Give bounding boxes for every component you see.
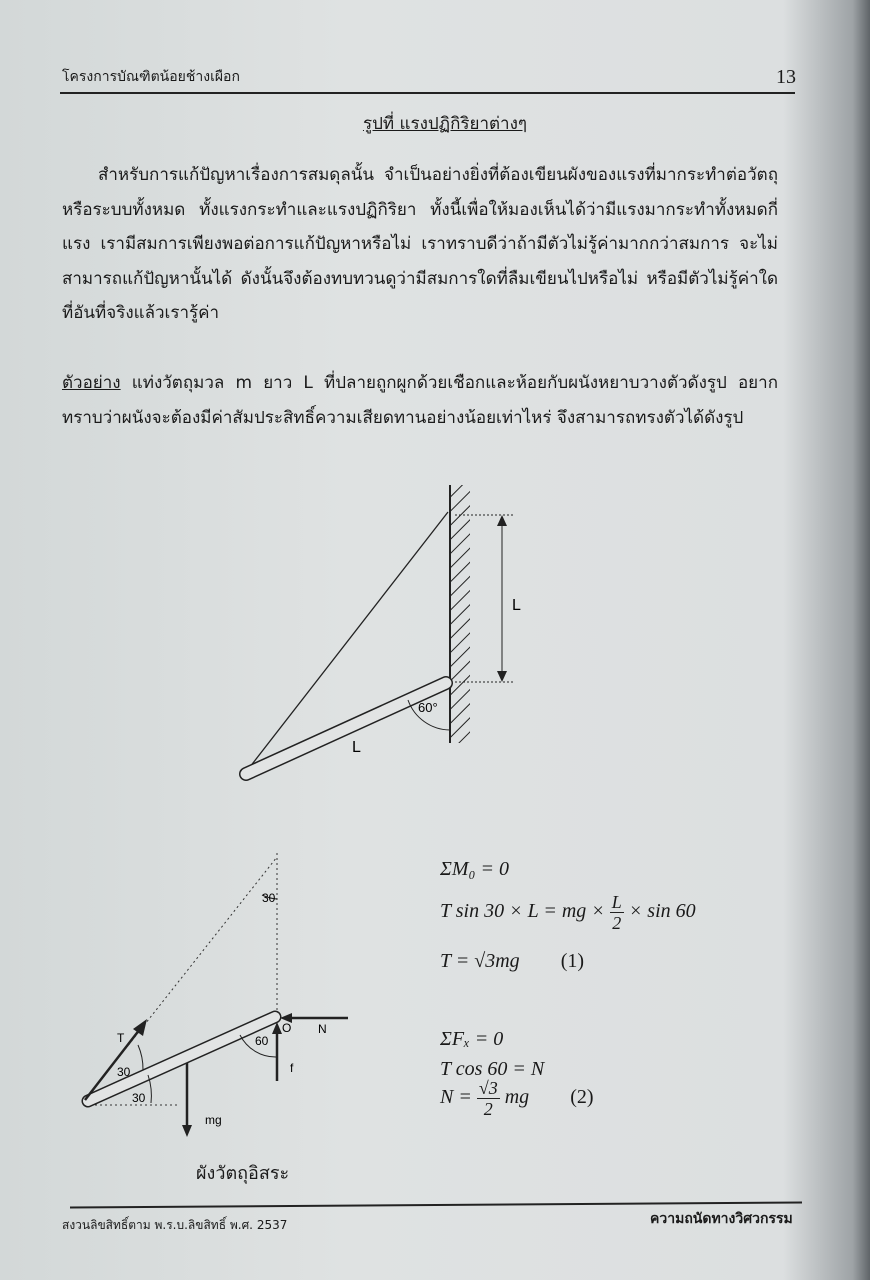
numerator: L: [611, 892, 622, 912]
denominator: 2: [612, 913, 622, 933]
angle-60-label: 60: [255, 1034, 269, 1048]
angle-label: 60°: [418, 700, 438, 715]
friction-label: f: [290, 1061, 294, 1075]
figure-title: รูปที่ แรงปฏิกิริยาต่างๆ: [362, 114, 528, 134]
eq3: T = √3mg: [440, 950, 520, 972]
example-label: ตัวอย่าง: [62, 373, 121, 393]
header-title: โครงการบัณฑิตน้อยช้างเผือก: [62, 69, 240, 85]
example-text: แท่งวัตถุมวล m ยาว L ที่ปลายถูกผูกด้วยเชือกและห้อยกับผนังหยาบวางตัวดังรูป อยากทราบว่าผนังจะต้องมีค่าสัมประสิทธิ์ความเสียดทานอย่างน้อยเท่าไหร่ จึงสามารถทรงตัวได้ดังรูป: [62, 373, 778, 428]
fraction-l-over-2: [610, 892, 624, 933]
equation-cos: T cos 60 = N: [440, 1058, 545, 1080]
weight-label: mg: [205, 1113, 222, 1127]
equation-moment: ΣM₀ = 0: [440, 858, 509, 880]
rod-label: L: [352, 739, 361, 756]
angle-top-label: 30: [262, 891, 276, 905]
equation-normal: [440, 1078, 594, 1119]
eq6-number: (2): [570, 1086, 594, 1109]
weight-arrowhead: [182, 1125, 192, 1137]
eq3-number: (1): [560, 950, 585, 972]
normal-label: N: [318, 1022, 327, 1036]
diagram-rod-on-wall: [0, 480, 870, 790]
free-body-diagram: [0, 845, 430, 1145]
eq6-left: N =: [440, 1086, 472, 1109]
footer-copyright: สงวนลิขสิทธิ์ตาม พ.ร.บ.ลิขสิทธิ์ พ.ศ. 2537: [62, 1218, 288, 1232]
wall-hatch: [450, 485, 470, 743]
length-label: L: [512, 597, 521, 614]
rod: [246, 683, 446, 774]
equation-moment-expanded: [440, 892, 696, 933]
intro-paragraph: [62, 158, 778, 331]
eq6-right: mg: [504, 1086, 530, 1109]
fraction-sqrt3-over-2: [477, 1078, 500, 1119]
denominator: 2: [483, 1099, 493, 1119]
footer-subject: ความถนัดทางวิศวกรรม: [650, 1211, 793, 1227]
paragraph-text: สำหรับการแก้ปัญหาเรื่องการสมดุลนั้น จำเป็นอย่างยิ่งที่ต้องเขียนผังของแรงที่มากระทำต่อวัตถุหรือระบบทั้งหมด ทั้งแรงกระทำและแรงปฏิกิริยา ทั้งนี้เพื่อให้มองเห็นได้ว่ามีแรงมากระทำทั้งหมดกี่แรง เรามีสมการเพียงพอต่อการแก้ปัญหาหรือไม่ เราทราบดีว่าถ้ามีตัวไม่รู้ค่ามากกว่าสมการ จะไม่สามารถแก้ปัญหานั้นได้ ดังนั้นจึงต้องทบทวนดูว่ามีสมการใดที่ลืมเขียนไปหรือไม่ หรือมีตัวไม่รู้ค่าใดที่อันที่จริงแล้วเรารู้ค่า: [62, 165, 778, 323]
angle-rope-label: 30: [117, 1065, 131, 1079]
header-rule: [60, 92, 795, 94]
tension-label: T: [117, 1031, 125, 1045]
eq2-right: × sin 60: [628, 900, 696, 923]
numerator: √3: [478, 1078, 498, 1098]
point-o-label: O: [282, 1021, 292, 1035]
equation-force-x: ΣFₓ = 0: [440, 1028, 504, 1050]
diagram-caption: ผังวัตถุอิสระ: [196, 1163, 290, 1184]
angle-arc-rope: [138, 1045, 143, 1070]
equation-tension: [440, 950, 584, 973]
angle-rod-label: 30: [132, 1091, 146, 1105]
eq2-left: T sin 30 × L = mg ×: [440, 900, 605, 923]
example-paragraph: [62, 366, 778, 435]
page-number: 13: [776, 66, 796, 88]
